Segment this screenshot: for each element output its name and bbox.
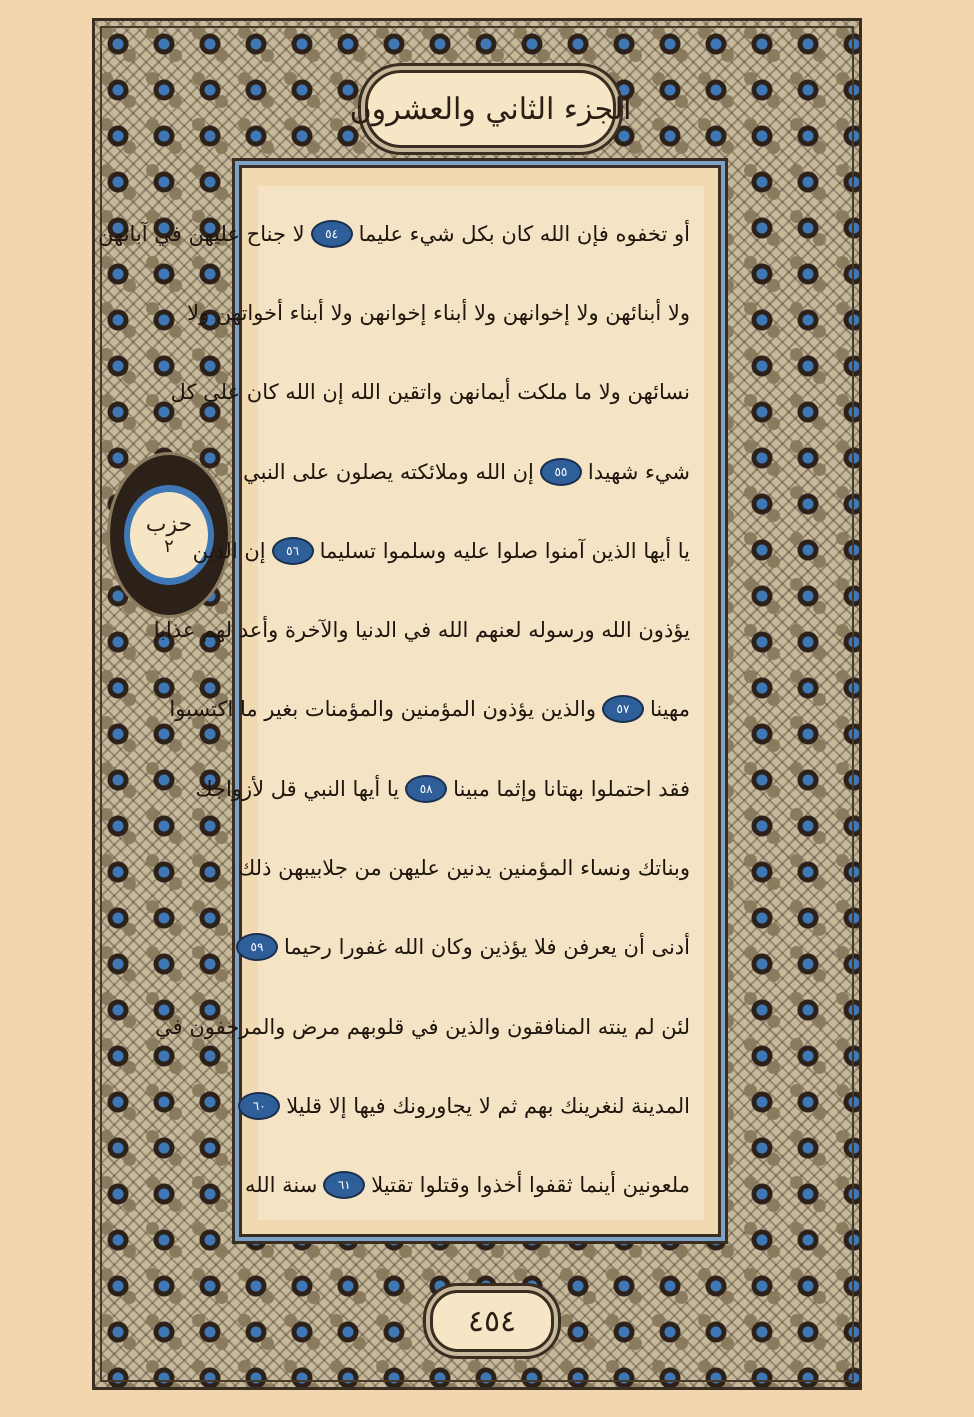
page-number-cartouche — [430, 1290, 554, 1352]
text-line — [169, 670, 690, 749]
ayah-number-marker: ٥٥ — [540, 458, 582, 486]
page-number: ٤٥٤ — [467, 1303, 517, 1339]
ayah-number-marker: ٥٨ — [405, 775, 447, 803]
verse-text: إن الذين — [192, 538, 266, 563]
verse-text: يا أيها الذين آمنوا صلوا عليه وسلموا تسليما — [319, 538, 690, 563]
verse-text: شيء شهيدا — [587, 459, 690, 484]
verse-text: يا أيها النبي قل لأزواجك — [195, 776, 400, 801]
text-line — [252, 1066, 690, 1145]
ayah-number-marker: ٥٦ — [272, 537, 314, 565]
verse-text: لئن لم ينته المنافقون والذين في قلوبهم مرض والمرجفون في — [155, 1014, 690, 1039]
juz-title: الجزء الثاني والعشرون — [349, 91, 632, 127]
medallion-center — [130, 492, 208, 578]
verse-text: يؤذون الله ورسوله لعنهم الله في الدنيا والآخرة وأعد لهم عذابا — [153, 618, 690, 643]
verse-text: لا جناح عليهن في آبائهن — [98, 221, 305, 246]
verse-text: ملعونين أينما ثقفوا أخذوا وقتلوا تقتيلا — [371, 1173, 690, 1198]
verse-text: نسائهن ولا ما ملكت أيمانهن واتقين الله إن الله كان على كل — [170, 380, 690, 405]
verse-text: إن الله وملائكته يصلون على النبي — [243, 459, 534, 484]
text-line — [237, 828, 690, 907]
verse-text: ولا أبنائهن ولا إخوانهن ولا أبناء إخوانهن ولا أبناء أخواتهن ولا — [187, 300, 690, 325]
text-line — [153, 590, 690, 669]
text-line — [192, 511, 690, 590]
verse-text: وبناتك ونساء المؤمنين يدنين عليهن من جلابيبهن ذلك — [237, 856, 690, 881]
ayah-number-marker: ٥٧ — [602, 695, 644, 723]
ayah-number-marker: ٥٤ — [311, 220, 353, 248]
hizb-label: حزب — [145, 512, 193, 537]
hizb-number: ٢ — [164, 536, 174, 558]
text-line — [170, 353, 690, 432]
text-line — [155, 987, 690, 1066]
text-line — [98, 194, 690, 273]
verse-text: أدنى أن يعرفن فلا يؤذين وكان الله غفورا رحيما — [283, 935, 690, 960]
text-line — [243, 432, 690, 511]
verse-text: المدينة لنغرينك بهم ثم لا يجاورونك فيها إلا قليلا — [286, 1093, 690, 1118]
text-line — [195, 749, 690, 828]
verse-text: أو تخفوه فإن الله كان بكل شيء عليما — [358, 221, 690, 246]
verse-text: سنة الله — [244, 1173, 318, 1198]
text-line — [187, 273, 690, 352]
text-line — [244, 1146, 690, 1225]
verse-text: مهينا — [649, 697, 690, 722]
ayah-number-marker: ٦١ — [323, 1171, 365, 1199]
text-line — [250, 908, 690, 987]
verse-text: فقد احتملوا بهتانا وإثما مبينا — [453, 776, 690, 801]
hizb-medallion — [110, 455, 228, 615]
verse-text: والذين يؤذون المؤمنين والمؤمنات بغير ما اكتسبوا — [169, 697, 596, 722]
juz-header-cartouche — [349, 70, 632, 148]
ayah-number-marker: ٦٠ — [238, 1092, 280, 1120]
ayah-number-marker: ٥٩ — [236, 933, 278, 961]
